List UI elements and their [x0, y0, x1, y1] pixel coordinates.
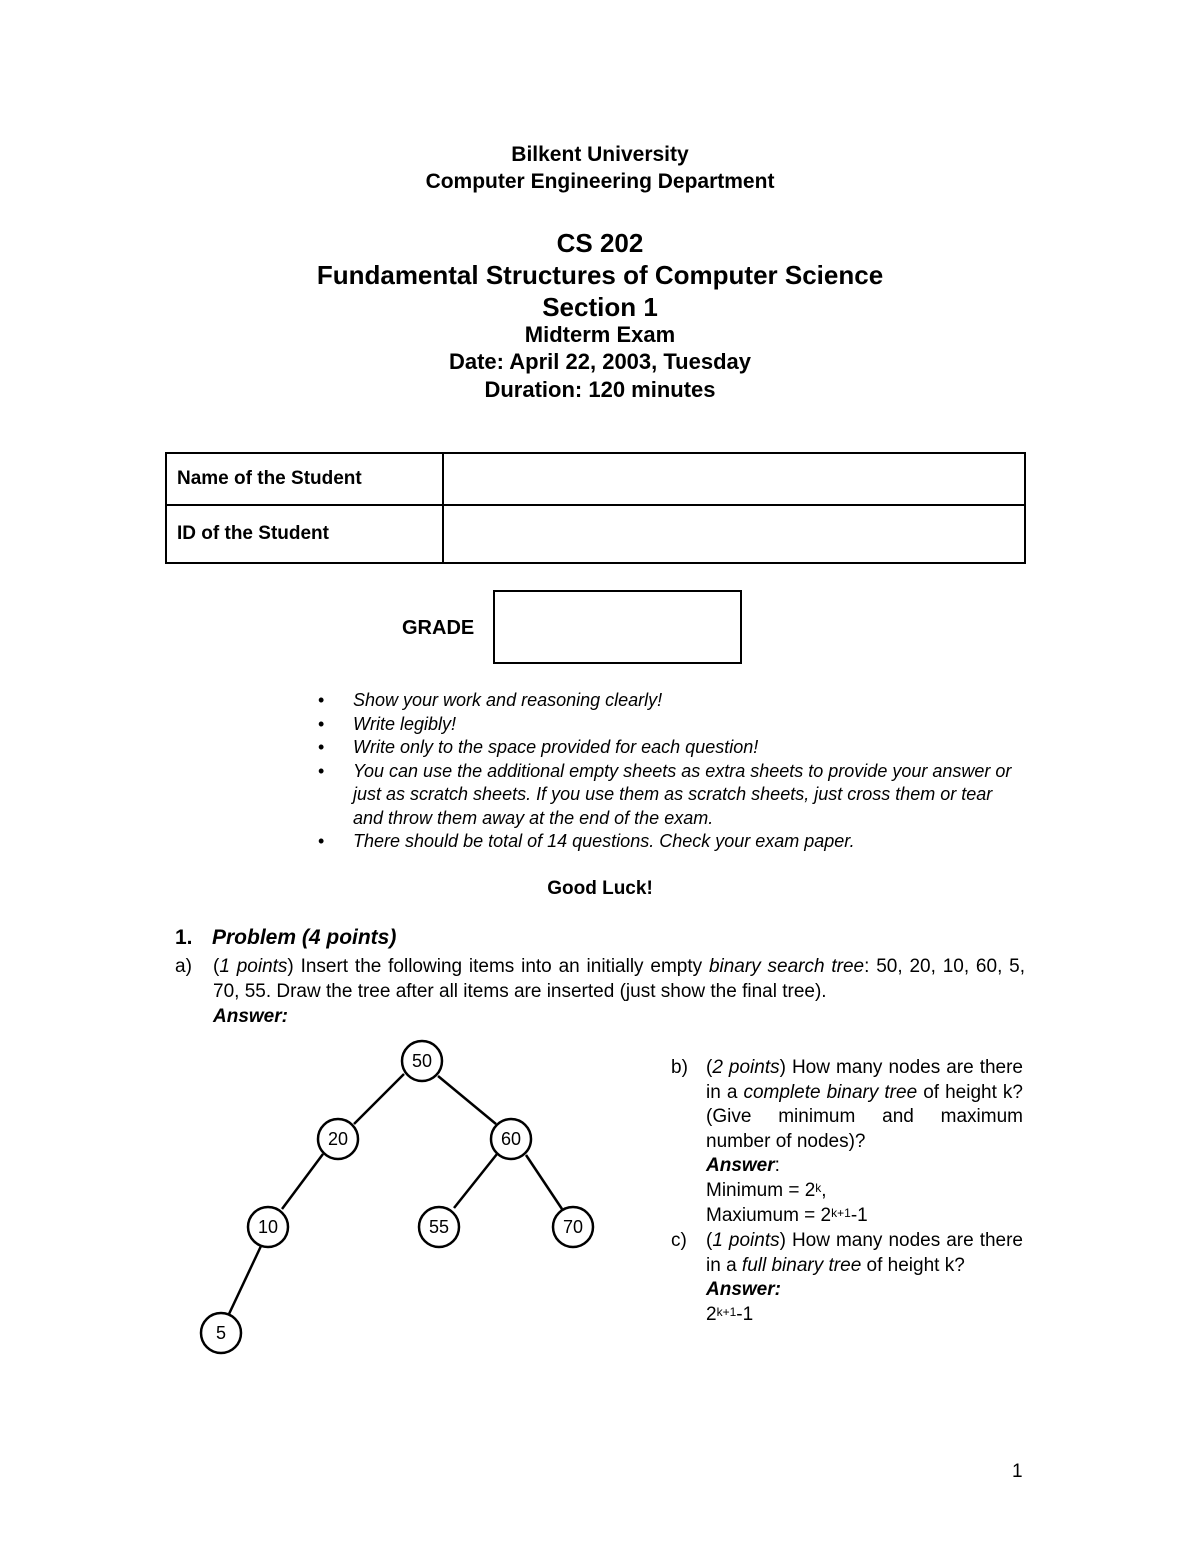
part-b-emph: complete binary tree — [743, 1081, 918, 1103]
answer-base: 2 — [706, 1303, 717, 1325]
answer-tail: -1 — [736, 1303, 754, 1325]
course-code: CS 202 — [556, 228, 644, 258]
part-c-answer — [706, 1303, 1023, 1328]
list-item: • You can use the additional empty sheets as extra sheets to provide your answer or just as scratch sheets. If you use them as scratch sheets, just cross them or tear and throw them away at the end of the exam. — [318, 760, 1018, 831]
part-b — [671, 1056, 1023, 1228]
part-b-maximum — [706, 1204, 1023, 1229]
min-tail: , — [821, 1179, 827, 1201]
part-c-text1: ) How many nodes are there in a — [706, 1230, 1023, 1276]
grade-label: GRADE — [402, 617, 475, 639]
part-a-text1: ) Insert the following items into an initially empty — [287, 956, 709, 977]
tree-node — [491, 1119, 531, 1159]
part-a-emph: binary search tree — [708, 956, 865, 977]
tree-node — [248, 1207, 288, 1247]
part-c-answer-label: Answer: — [706, 1279, 781, 1301]
part-b-label: b) — [671, 1057, 688, 1078]
part-b-text1: ) How many nodes are there in a — [706, 1057, 1023, 1103]
edge-50-20 — [354, 1074, 404, 1124]
open-paren: ( — [213, 956, 220, 977]
answer-colon: : — [774, 1155, 780, 1177]
part-b-points: 2 points — [712, 1057, 780, 1078]
node-label: 5 — [215, 1323, 227, 1343]
part-b-answer-label-line — [706, 1154, 1023, 1179]
list-item: • Write legibly! — [318, 713, 1018, 737]
part-c-emph: full binary tree — [741, 1254, 862, 1276]
open-paren: ( — [706, 1057, 713, 1078]
tree-node — [201, 1313, 241, 1353]
id-label: ID of the Student — [166, 505, 443, 563]
node-label: 70 — [562, 1217, 584, 1237]
part-b-question — [706, 1056, 1023, 1154]
list-item: • Write only to the space provided for each question! — [318, 736, 1018, 760]
answer-exponent: k+1 — [716, 1304, 737, 1319]
node-label: 10 — [257, 1217, 279, 1237]
part-c-question — [706, 1229, 1023, 1278]
node-label: 60 — [500, 1129, 522, 1149]
department-name: Computer Engineering Department — [425, 170, 775, 193]
min-exponent: k — [815, 1180, 822, 1195]
node-label: 50 — [411, 1051, 433, 1071]
part-a-label: a) — [175, 956, 192, 977]
node-label: 55 — [428, 1217, 450, 1237]
tree-node — [553, 1207, 593, 1247]
exam-title: Midterm Exam — [524, 322, 676, 347]
exam-duration: Duration: 120 minutes — [484, 377, 716, 402]
edge-60-55 — [454, 1154, 497, 1208]
part-c — [671, 1229, 1023, 1327]
max-tail: -1 — [850, 1204, 868, 1226]
edge-50-60 — [438, 1076, 496, 1124]
part-c-label: c) — [671, 1230, 687, 1251]
good-luck: Good Luck! — [547, 878, 653, 899]
node-label: 20 — [327, 1129, 349, 1149]
tree-node — [402, 1041, 442, 1081]
part-b-text2: of height k? (Give minimum and maximum number of nodes)? — [706, 1081, 1023, 1152]
part-a-text2: : 50, 20, 10, 60, 5, 70, 55. Draw the tree after all items are inserted (just show the final tree). — [213, 956, 1026, 1002]
tree-node — [318, 1119, 358, 1159]
list-item: • There should be total of 14 questions. Check your exam paper. — [318, 830, 1018, 854]
university-name: Bilkent University — [511, 143, 689, 166]
part-b-minimum — [706, 1179, 1023, 1204]
tree-edges — [229, 1074, 562, 1314]
list-item: • Show your work and reasoning clearly! — [318, 689, 1018, 713]
part-c-points: 1 points — [712, 1230, 780, 1251]
edge-60-70 — [526, 1155, 562, 1209]
part-c-text2: of height k? — [861, 1254, 965, 1276]
course-title: Fundamental Structures of Computer Science — [316, 260, 884, 290]
min-label: Minimum = 2 — [706, 1179, 816, 1201]
edge-10-5 — [229, 1246, 261, 1314]
problem-number: 1. — [175, 926, 193, 949]
problem-heading: Problem (4 points) — [212, 926, 397, 949]
exam-date: Date: April 22, 2003, Tuesday — [448, 349, 752, 374]
max-exponent: k+1 — [831, 1205, 851, 1220]
open-paren: ( — [706, 1230, 713, 1251]
section-title: Section 1 — [542, 292, 658, 322]
part-b-answer-label: Answer — [706, 1155, 775, 1177]
part-a-answer-label: Answer: — [213, 1006, 288, 1027]
part-a-points: 1 points — [219, 956, 288, 977]
max-label: Maxiumum = 2 — [706, 1204, 832, 1226]
edge-20-10 — [282, 1154, 323, 1209]
tree-node — [419, 1207, 459, 1247]
page-number: 1 — [1012, 1461, 1023, 1482]
name-label: Name of the Student — [166, 453, 443, 505]
